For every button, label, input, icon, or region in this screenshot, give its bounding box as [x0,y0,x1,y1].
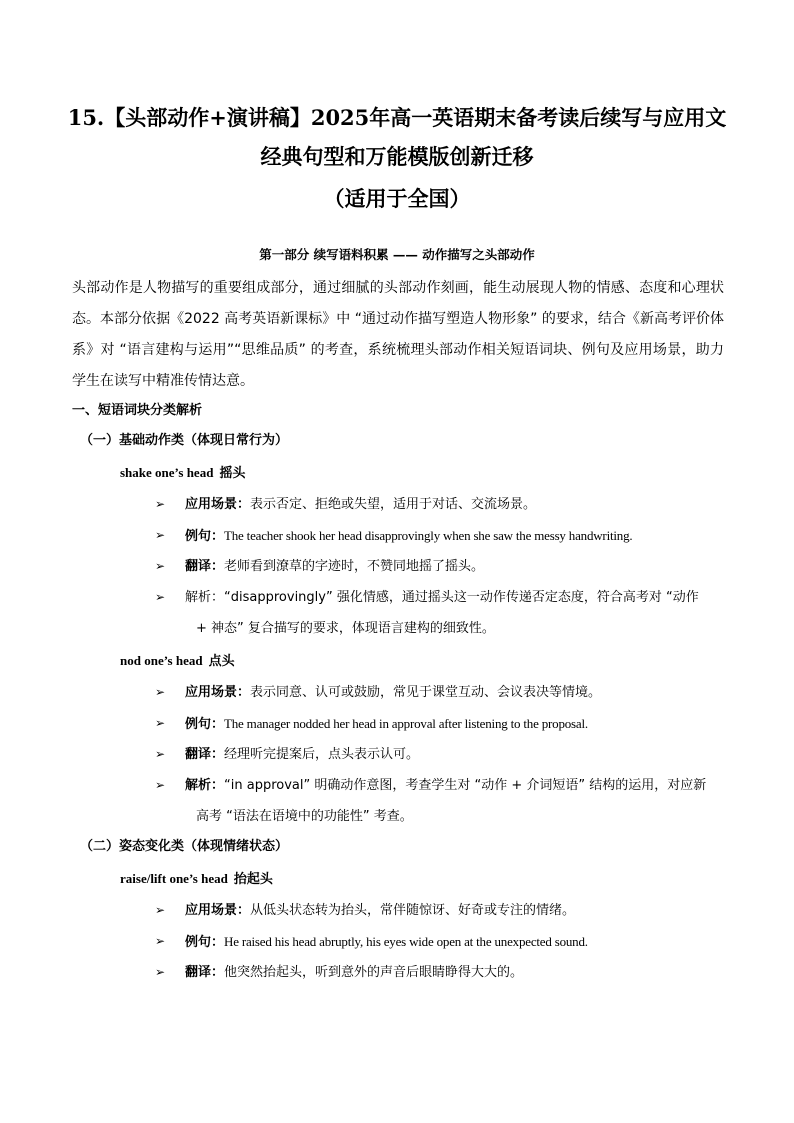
analysis-label: 解析： [185,590,225,605]
example-label: 例句： [185,935,225,950]
phrase-english: shake one’s head [120,465,214,480]
arrow-bullet-icon: ➢ [155,747,166,761]
document-title-line-3: （适用于全国） [323,186,471,211]
bullet-scene [155,677,727,708]
analysis-label: 解析： [185,778,225,793]
bullet-example [155,520,727,552]
scene-label: 应用场景： [185,497,251,512]
example-text: The manager nodded her head in approval after listening to the proposal. [224,716,588,731]
arrow-bullet-icon: ➢ [155,497,166,511]
scene-label: 应用场景： [185,685,251,700]
translation-label: 翻译： [185,559,225,574]
example-text: The teacher shook her head disapprovingly when she saw the messy handwriting. [224,528,633,543]
bullet-translation [155,551,727,582]
phrase-heading [120,651,235,672]
scene-text: 表示同意、认可或鼓励，常见于课堂互动、会议表决等情境。 [250,685,602,700]
scene-text: 从低头状态转为抬头，常伴随惊讶、好奇或专注的情绪。 [250,903,576,918]
phrase-chinese: 点头 [208,654,235,669]
bullet-example [155,708,727,740]
subheading-posture-changes: （二）姿态变化类（体现情绪状态） [80,839,289,854]
bullet-example [155,926,727,958]
bullet-analysis [155,582,727,644]
translation-text: 他突然抬起头，听到意外的声音后眼睛睁得大大的。 [224,965,524,980]
example-label: 例句： [185,529,225,544]
phrase-heading [120,463,245,484]
analysis-text-line-1: “disapprovingly” 强化情感，通过摇头这一动作传递否定态度，符合高考对 “动作 [224,590,699,605]
translation-text: 经理听完提案后，点头表示认可。 [224,747,420,762]
scene-text: 表示否定、拒绝或失望，适用于对话、交流场景。 [250,497,537,512]
arrow-bullet-icon: ➢ [155,590,166,604]
translation-label: 翻译： [185,747,225,762]
document-title-line-1: 15.【头部动作+演讲稿】2025年高一英语期末备考读后续写与应用文 [67,105,727,130]
arrow-bullet-icon: ➢ [155,778,166,792]
translation-text: 老师看到潦草的字迹时，不赞同地摇了摇头。 [224,559,485,574]
arrow-bullet-icon: ➢ [155,965,166,979]
arrow-bullet-icon: ➢ [155,934,166,948]
arrow-bullet-icon: ➢ [155,903,166,917]
translation-label: 翻译： [185,965,225,980]
example-label: 例句： [185,717,225,732]
scene-label: 应用场景： [185,903,251,918]
bullet-translation [155,957,727,988]
bullet-translation [155,739,727,770]
document-title-line-2: 经典句型和万能模版创新迁移 [260,144,534,169]
arrow-bullet-icon: ➢ [155,716,166,730]
analysis-text-line-2: 高考 “语法在语境中的功能性” 考查。 [196,809,413,824]
bullet-scene [155,895,727,926]
example-text: He raised his head abruptly, his eyes wide open at the unexpected sound. [224,934,588,949]
analysis-text-line-1: “in approval” 明确动作意图，考查学生对 “动作 + 介词短语” 结构的运用，对应新 [224,778,707,793]
arrow-bullet-icon: ➢ [155,685,166,699]
phrase-chinese: 抬起头 [233,872,273,887]
analysis-text-line-2: + 神态” 复合描写的要求，体现语言建构的细致性。 [196,621,495,636]
phrase-chinese: 摇头 [219,466,246,481]
arrow-bullet-icon: ➢ [155,559,166,573]
bullet-analysis [155,770,727,832]
section-title: 第一部分 续写语料积累 —— 动作描写之头部动作 [259,247,535,262]
bullet-scene [155,489,727,520]
arrow-bullet-icon: ➢ [155,528,166,542]
subheading-basic-actions: （一）基础动作类（体现日常行为） [80,433,289,448]
phrase-english: nod one’s head [120,653,203,668]
heading-phrase-analysis: 一、短语词块分类解析 [72,403,203,418]
intro-paragraph: 头部动作是人物描写的重要组成部分，通过细腻的头部动作刻画，能生动展现人物的情感、态度和心理状态。本部分依据《2022 高考英语新课标》中 “通过动作描写塑造人物形象” 的要求，结合《新高考评价体系》对 “语言建构与运用”“思维品质” 的考查，系统梳理头部动作相关短语词块、例句及应用场景，助力学生在读写中精准传情达意。 [72,280,724,389]
phrase-english: raise/lift one’s head [120,871,228,886]
phrase-heading [120,869,273,890]
